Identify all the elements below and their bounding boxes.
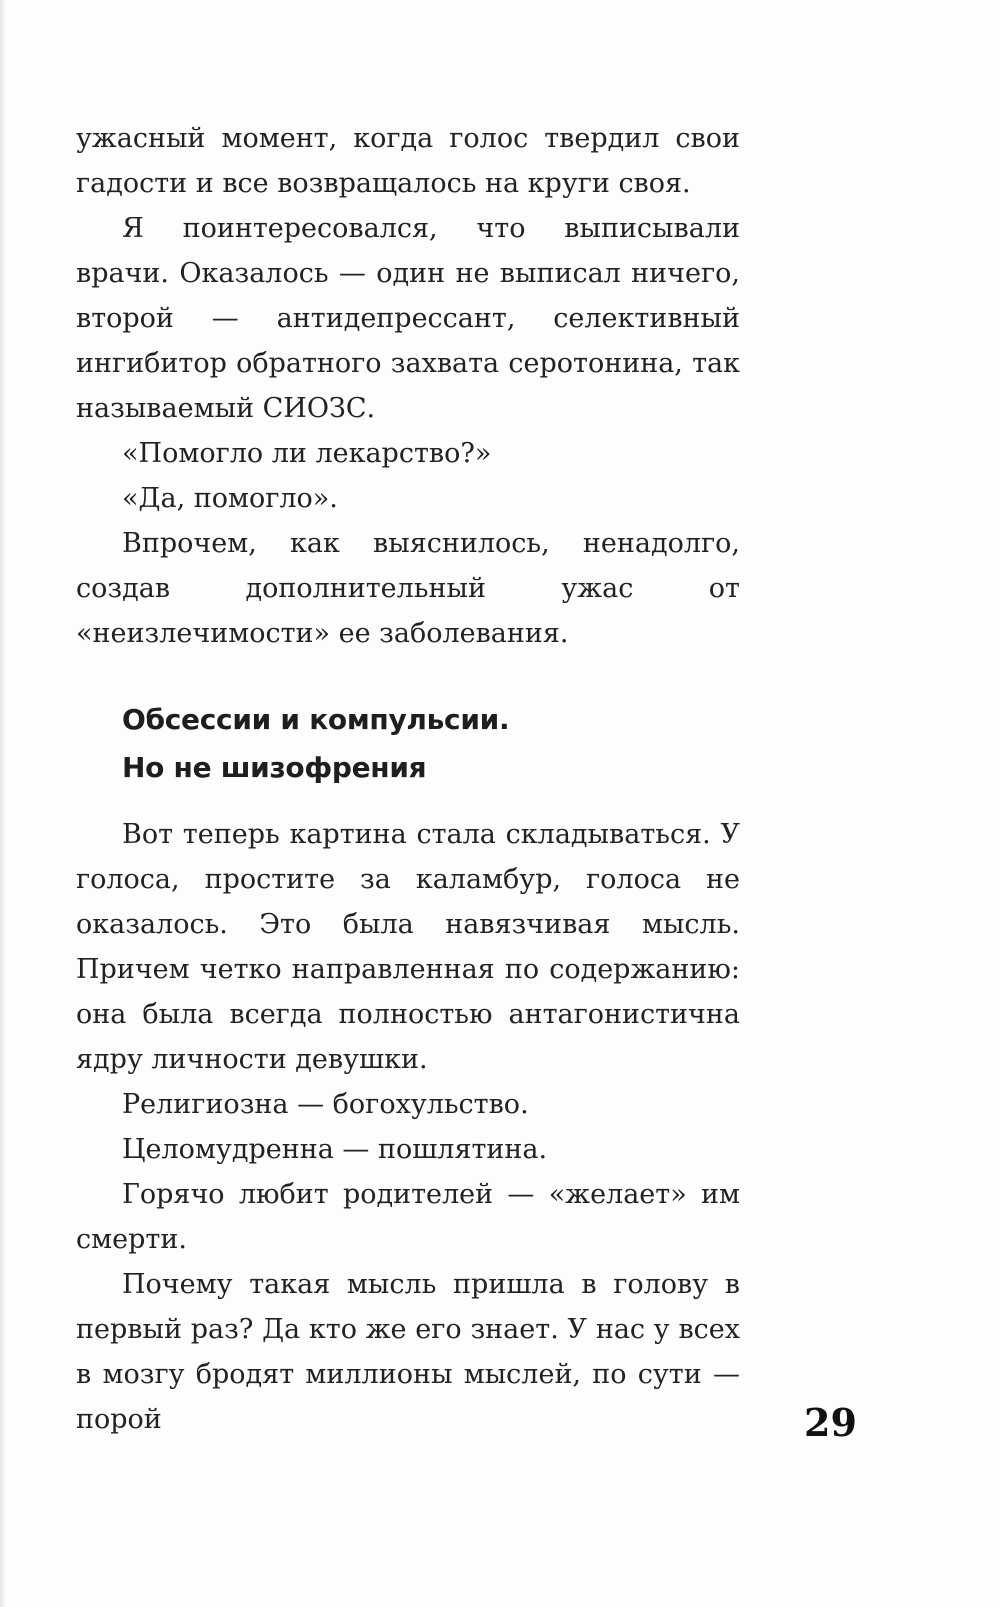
paragraph: «Помогло ли лекарство?» xyxy=(122,438,492,469)
page-edge-shadow xyxy=(0,0,6,1607)
paragraph: Почему такая мысль пришла в голову в первый раз? Да кто же его знает. У нас у всех в мозгу бродят миллионы мыслей, по сути — порой xyxy=(76,1269,740,1435)
page-number: 29 xyxy=(804,1400,857,1445)
bottom-text-block xyxy=(76,812,740,1442)
section-heading-line-2: Но не шизофрения xyxy=(122,751,427,784)
paragraph: Целомудренна — пошлятина. xyxy=(122,1134,548,1165)
paragraph: Вот теперь картина стала складываться. У голоса, простите за каламбур, голоса не оказалось. Это была навязчивая мысль. Причем четко направленная по содержанию: она была всегда полностью антагонистична ядру личности девушки. xyxy=(76,819,740,1075)
paragraph: «Да, помогло». xyxy=(122,483,338,514)
paragraph: Я поинтересовался, что выписывали врачи. Оказалось — один не выписал ничего, второй — антидепрессант, селективный ингибитор обратного захвата серотонина, так называемый СИОЗС. xyxy=(76,213,740,424)
paragraph: Религиозна — богохульство. xyxy=(122,1089,529,1120)
paragraph: ужасный момент, когда голос твердил свои гадости и все возвращалось на круги своя. xyxy=(76,123,740,199)
section-heading xyxy=(122,696,742,792)
top-text-block xyxy=(76,116,740,656)
paragraph: Горячо любит родителей — «желает» им смерти. xyxy=(76,1179,740,1255)
paragraph: Впрочем, как выяснилось, ненадолго, создав дополнительный ужас от «неизлечимости» ее заболевания. xyxy=(76,528,740,649)
section-heading-line-1: Обсессии и компульсии. xyxy=(122,703,510,736)
